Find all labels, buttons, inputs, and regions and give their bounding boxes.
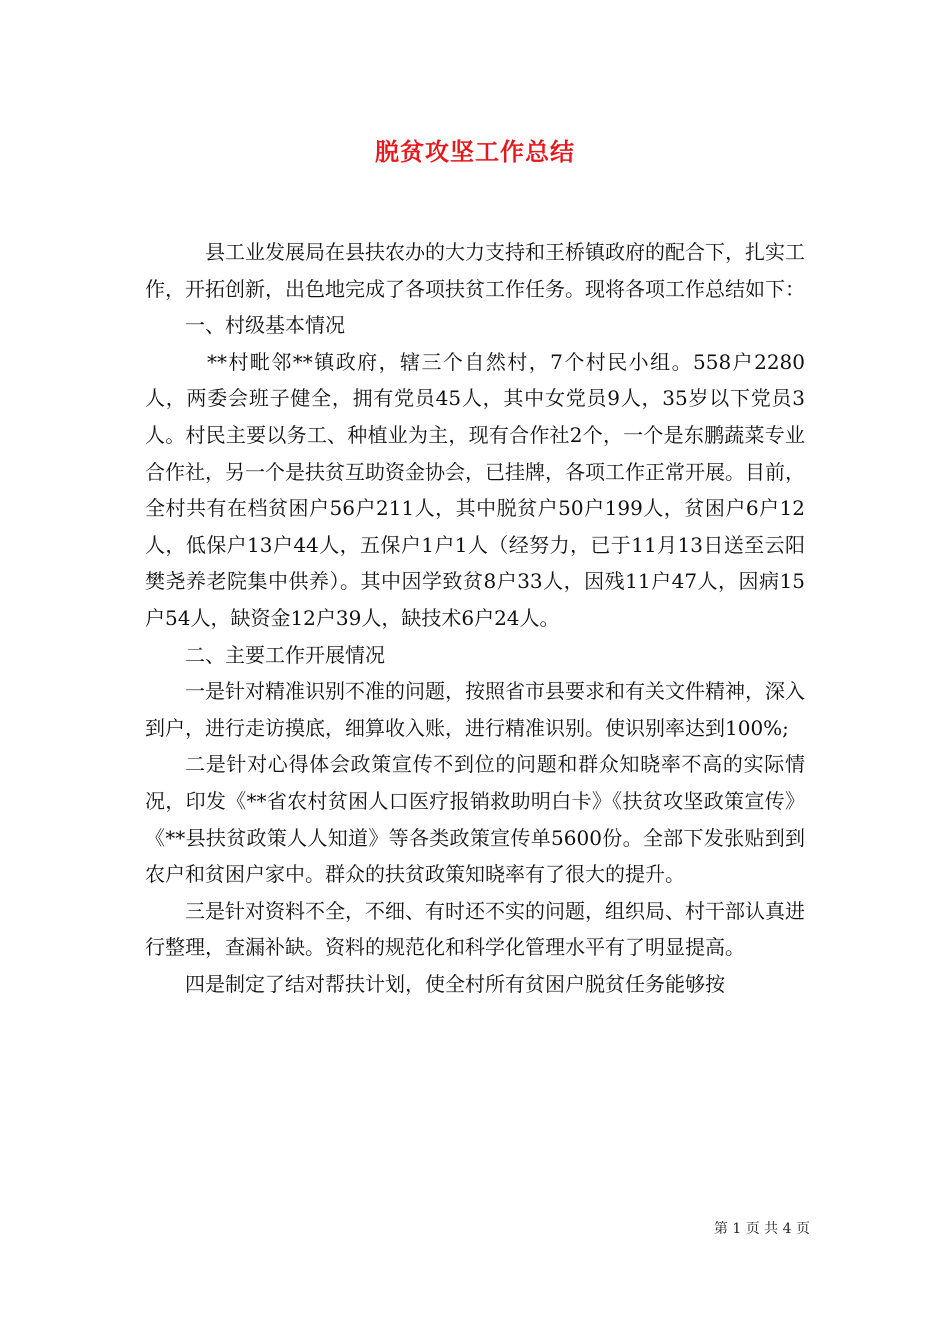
village-info-paragraph: **村毗邻**镇政府，辖三个自然村，7个村民小组。558户2280人，两委会班子健全，拥有党员45人，其中女党员9人，35岁以下党员3人。村民主要以务工、种植业为主，现有合作社2个，一个是东鹏蔬菜专业合作社，另一个是扶贫互助资金协会，已挂牌，各项工作正常开展。目前，全村共有在档贫困户56户211人，其中脱贫户50户199人，贫困户6户12人，低保户13户44人，五保户1户1人（经努力，已于11月13日送至云阳樊尧养老院集中供养）。其中因学致贫8户33人，因残11户47人，因病15户54人，缺资金12户39人，缺技术6户24人。: [145, 349, 805, 630]
work-item-2-paragraph: 二是针对心得体会政策宣传不到位的问题和群众知晓率不高的实际情况，印发《**省农村贫困人口医疗报销救助明白卡》《扶贫攻坚政策宣传》《**县扶贫政策人人知道》等各类政策宣传单5600份。全部下发张贴到到农户和贫困户家中。群众的扶贫政策知晓率有了很大的提升。: [145, 752, 805, 887]
document-title: 脱贫攻坚工作总结: [375, 137, 575, 166]
intro-paragraph: 县工业发展局在县扶农办的大力支持和王桥镇政府的配合下，扎实工作，开拓创新，出色地完成了各项扶贫工作任务。现将各项工作总结如下：: [145, 240, 805, 301]
work-item-1-paragraph: 一是针对精准识别不准的问题，按照省市县要求和有关文件精神，深入到户，进行走访摸底，细算收入账，进行精准识别。使识别率达到100%;: [145, 679, 805, 740]
work-item-4-paragraph: 四是制定了结对帮扶计划，使全村所有贫困户脱贫任务能够按: [185, 971, 725, 996]
page-number-footer: 第 1 页 共 4 页: [713, 1221, 810, 1237]
work-item-3-paragraph: 三是针对资料不全，不细、有时还不实的问题，组织局、村干部认真进行整理，查漏补缺。资料的规范化和科学化管理水平有了明显提高。: [145, 898, 805, 960]
section-heading-1: 一、村级基本情况: [185, 313, 345, 338]
document-body: [145, 234, 805, 1002]
section-heading-2: 二、主要工作开展情况: [185, 642, 385, 667]
